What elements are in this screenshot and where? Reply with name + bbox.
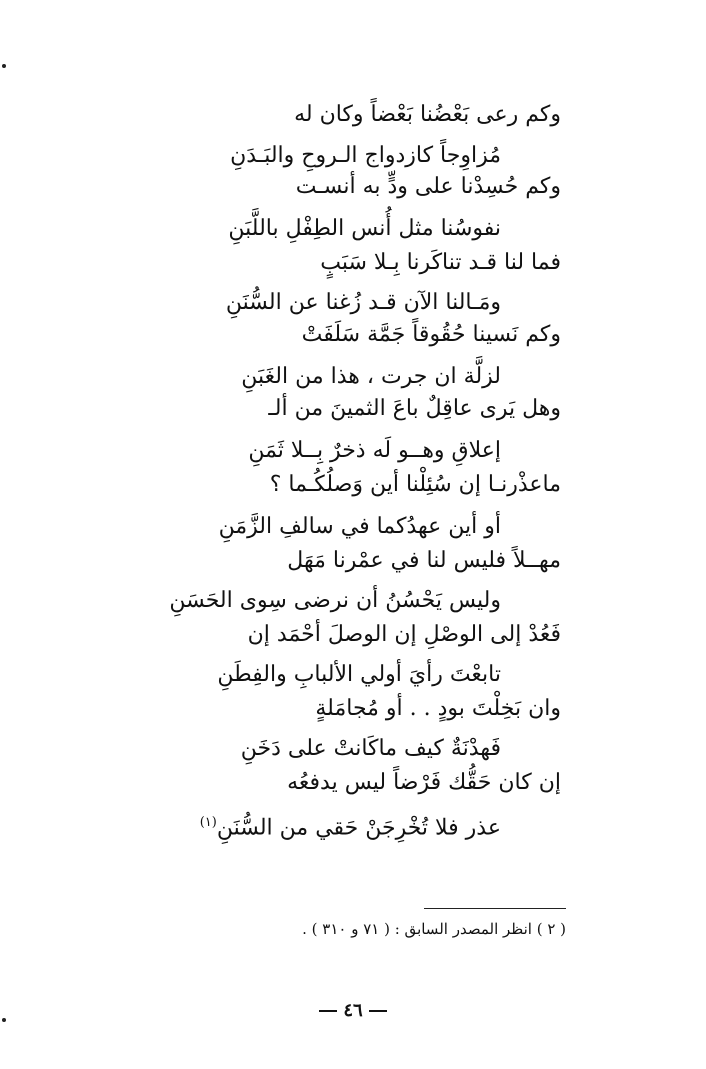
- verse-line-16: تابعْتَ رأيَ أولي الألبابِ والفِطَنِ: [217, 662, 501, 687]
- verse-line-4: نفوسُنا مثل أُنس الطِفْلِ باللَّبَنِ: [228, 216, 501, 241]
- verse-line-10: إعلاقِ وهــو لَه ذخرٌ بِــلا ثَمَنِ: [248, 438, 501, 463]
- verse-line-3: وكم حُسِدْنا على ودٍّ به أنسـت: [295, 174, 561, 199]
- footnote: ( ٢ ) انظر المصدر السابق : ( ٧١ و ٣١٠ ) .: [302, 920, 566, 938]
- verse-line-8: لزلَّة ان جرت ، هذا من الغَبَنِ: [241, 364, 501, 389]
- verse-line-17: وان بَخِلْتَ بودٍ . . أو مُجامَلةٍ: [315, 696, 561, 721]
- footnote-divider: [424, 908, 566, 909]
- verse-line-11: ماعذْرنـا إن سُئِلْنا أين وَصلُكُـما ؟: [269, 472, 561, 497]
- verse-line-9: وهل يَرى عاقِلٌ باعَ الثمينَ من ألـ: [268, 396, 561, 421]
- page-number-value: ٤٦: [343, 1000, 363, 1021]
- page-number: [0, 1000, 706, 1021]
- page-number-dash-right: [369, 1010, 387, 1012]
- verse-line-5: فما لنا قـد تناكَرنا بِـلا سَبَبٍ: [320, 250, 561, 275]
- verse-line-1: وكم رعى بَعْضُنا بَعْضاً وكان له: [294, 102, 561, 127]
- verse-line-19: إن كان حَقُّك فَرْضاً ليس يدفعُه: [287, 770, 561, 795]
- verse-line-20: [200, 808, 501, 843]
- verse-line-20-text: عذر فلا تُخْرِجَنْ حَقي من السُّنَنِ: [216, 815, 501, 841]
- verse-line-2: مُزاوِجاً كازدواج الـروحِ والبَـدَنِ: [230, 143, 501, 168]
- verse-line-13: مهــلاً فليس لنا في عمْرنا مَهَل: [287, 548, 561, 573]
- footnote-marker: (١): [199, 815, 217, 830]
- page-number-dash-left: [319, 1010, 337, 1012]
- verse-line-7: وكم نَسينا حُقُوقاً جَمَّة سَلَفَتْ: [301, 322, 561, 347]
- verse-line-12: أو أين عهدُكما في سالفِ الزَّمَنِ: [218, 514, 501, 539]
- verse-line-6: ومَـالنا الآن قـد زُغنا عن السُّنَنِ: [225, 290, 501, 315]
- verse-line-14: وليس يَحْسُنُ أن نرضى سِوى الحَسَنِ: [169, 588, 501, 613]
- page-edge-mark: [2, 64, 6, 68]
- verse-line-15: فَعُدْ إلى الوصْلِ إن الوصلَ أحْمَد إن: [247, 622, 561, 647]
- verse-line-18: فَهدْنَةٌ كيف ماكَانتْ على دَخَنِ: [240, 736, 501, 761]
